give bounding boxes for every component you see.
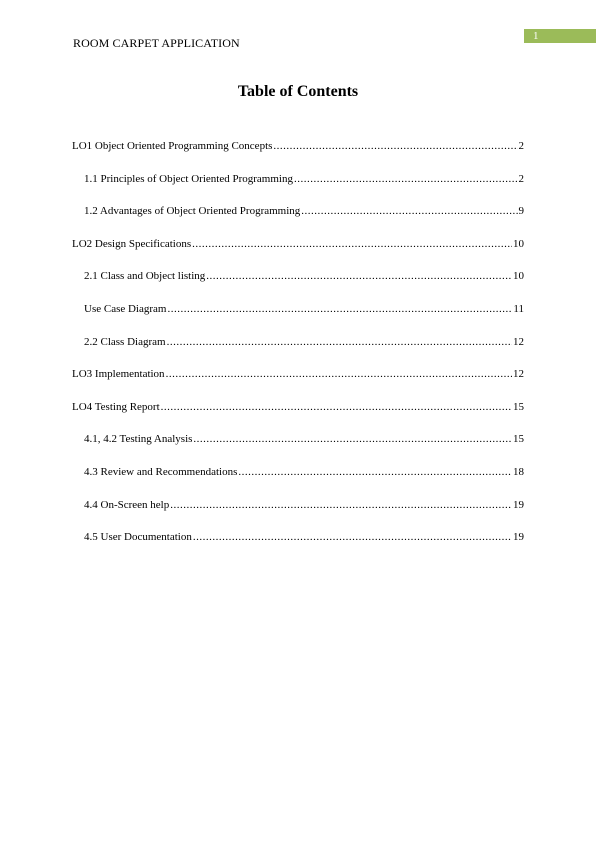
toc-entry-title: 2.2 Class Diagram [84,335,166,348]
toc-entry-page: 19 [513,498,524,511]
toc-entry-title: 4.1, 4.2 Testing Analysis [84,433,193,446]
dot-leader [193,529,512,545]
dot-leader [273,138,517,154]
toc-entry-page: 10 [513,237,524,250]
toc-entry-page: 15 [513,433,524,446]
dot-leader [193,431,512,447]
dot-leader [192,236,512,252]
toc-entry[interactable] [72,268,524,284]
toc-list [72,138,524,562]
dot-leader [167,301,512,317]
toc-entry-title: 1.2 Advantages of Object Oriented Programming [84,205,301,218]
toc-entry-page: 2 [518,140,524,152]
toc-entry-title: LO1 Object Oriented Programming Concepts [72,140,273,152]
toc-entry-page: 9 [518,205,524,218]
toc-entry-title: 4.5 User Documentation [84,531,192,544]
toc-entry-title: LO3 Implementation [72,368,165,381]
toc-entry-title: LO2 Design Specifications [72,237,192,250]
dot-leader [167,334,512,350]
dot-leader [238,464,512,480]
toc-entry-page: 15 [513,400,524,413]
page-number-badge: 1 [524,29,596,43]
toc-entry[interactable] [72,138,524,154]
toc-entry-title: 4.3 Review and Recommendations [84,465,238,478]
dot-leader [166,366,512,382]
dot-leader [161,399,512,415]
toc-entry-page: 19 [513,531,524,544]
toc-entry[interactable] [72,171,524,187]
toc-entry-title: LO4 Testing Report [72,400,160,413]
toc-entry[interactable] [72,301,524,317]
toc-entry-page: 10 [513,270,524,283]
toc-entry-title: 1.1 Principles of Object Oriented Programming [84,172,293,185]
document-header-title: ROOM CARPET APPLICATION [73,36,240,50]
toc-entry-page: 12 [513,368,524,381]
toc-entry-page: 11 [513,302,524,315]
toc-heading: Table of Contents [237,83,359,100]
toc-entry[interactable] [72,431,524,447]
dot-leader [301,203,517,219]
dot-leader [170,497,512,513]
toc-entry-page: 18 [513,465,524,478]
toc-entry[interactable] [72,334,524,350]
toc-entry-title: 2.1 Class and Object listing [84,270,206,283]
dot-leader [206,268,512,284]
toc-entry[interactable] [72,236,524,252]
toc-entry[interactable] [72,529,524,545]
dot-leader [294,171,518,187]
toc-entry[interactable] [72,464,524,480]
toc-entry-title: 4.4 On-Screen help [84,498,170,511]
toc-entry[interactable] [72,399,524,415]
toc-entry[interactable] [72,203,524,219]
toc-entry[interactable] [72,366,524,382]
toc-entry-page: 12 [513,335,524,348]
toc-entry[interactable] [72,497,524,513]
toc-entry-page: 2 [518,172,524,185]
toc-entry-title: Use Case Diagram [84,302,167,315]
